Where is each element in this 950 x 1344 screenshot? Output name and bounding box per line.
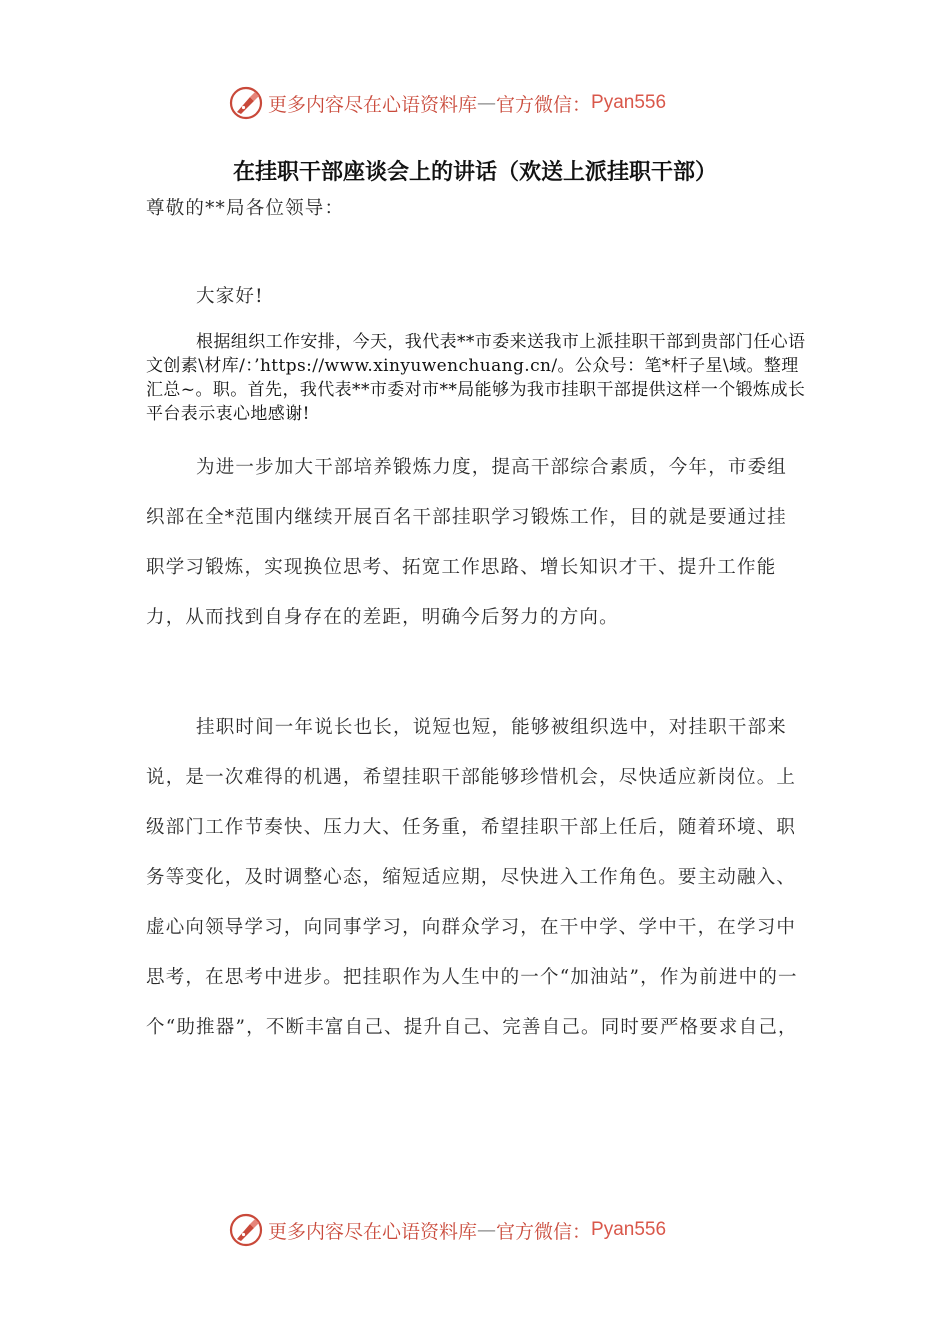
banner-suffix: 官方微信： <box>496 93 592 116</box>
banner-wechat-handle: Pyan556 <box>591 1219 667 1240</box>
banner-separator: — <box>477 1219 497 1241</box>
banner-wechat-handle: Pyan556 <box>591 92 667 113</box>
paragraph-1: 根据组织工作安排，今天，我代表**市委来送我市上派挂职干部到贵部门任心语文创素\材库/：’https://www.xinyuwenchuang.cn/。公众号：笔*杆子星\域。整理汇总~。职。首先，我代表**市委对市**局能够为我市挂职干部提供这样一个锻炼成长平台表示衷心地感谢! <box>146 332 806 424</box>
document-title: 在挂职干部座谈会上的讲话（欢送上派挂职干部） <box>232 160 717 185</box>
pen-nib-logo-icon <box>228 1212 264 1248</box>
pen-nib-logo-icon <box>228 85 264 121</box>
salutation: 尊敬的**局各位领导： <box>146 198 345 219</box>
greeting: 大家好! <box>196 286 264 307</box>
paragraph-2: 为进一步加大干部培养锻炼力度，提高干部综合素质，今年，市委组织部在全*范围内继续开展百名干部挂职学习锻炼工作，目的就是要通过挂职学习锻炼，实现换位思考、拓宽工作思路、增长知识才干、提升工作能力，从而找到自身存在的差距，明确今后努力的方向。 <box>146 457 788 628</box>
banner-text: 更多内容尽在心语资料库 <box>268 93 478 116</box>
banner-suffix: 官方微信： <box>496 1220 592 1243</box>
banner-text: 更多内容尽在心语资料库 <box>268 1220 478 1243</box>
paragraph-3: 挂职时间一年说长也长，说短也短，能够被组织选中，对挂职干部来说，是一次难得的机遇，希望挂职干部能够珍惜机会，尽快适应新岗位。上级部门工作节奏快、压力大、任务重，希望挂职干部上任后，随着环境、职务等变化，及时调整心态，缩短适应期，尽快进入工作角色。要主动融入、虚心向领导学习，向同事学习，向群众学习，在干中学、学中干，在学习中思考，在思考中进步。把挂职作为人生中的一个“加油站”，作为前进中的一个“助推器”，不断丰富自己、提升自己、完善自己。同时要严格要求自己， <box>146 717 798 1038</box>
footer-banner <box>228 1210 666 1250</box>
banner-separator: — <box>477 92 497 114</box>
header-banner <box>228 83 666 123</box>
